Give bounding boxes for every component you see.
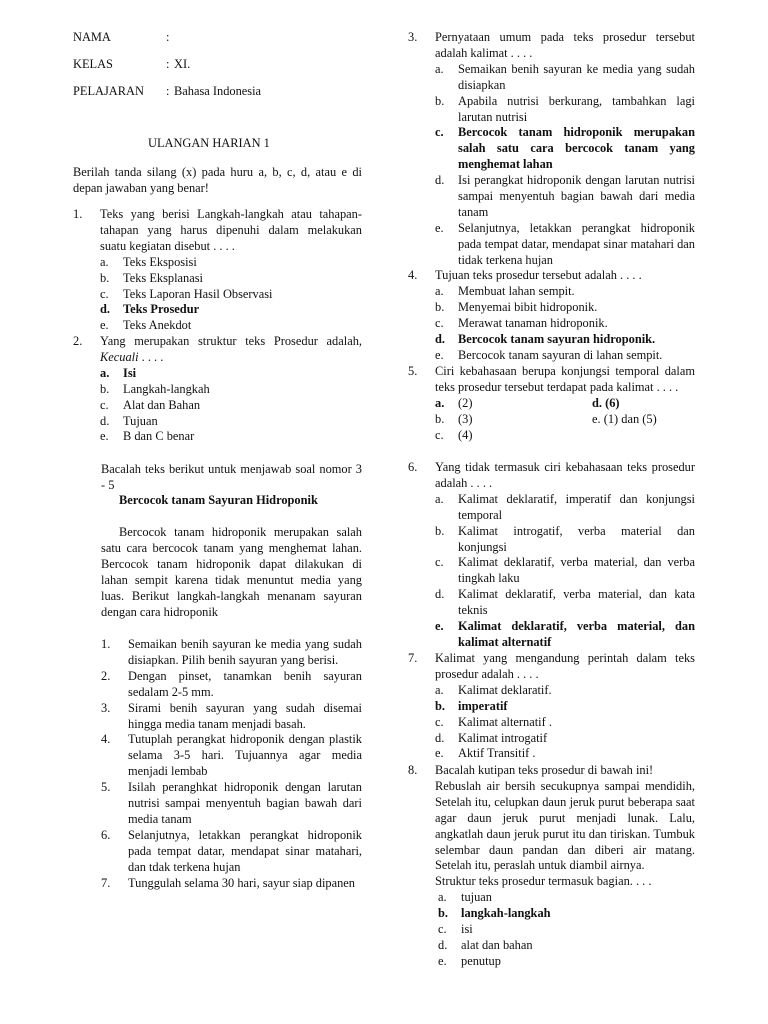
option-b[interactable]: b. Kalimat introgatif, verba material dan konjungsi xyxy=(435,523,695,554)
question-text: Kalimat yang mengandung perintah dalam teks prosedur adalah . . . . xyxy=(435,651,695,681)
question-number: 4. xyxy=(408,268,418,282)
question-text: Bacalah kutipan teks prosedur di bawah ini! xyxy=(435,763,654,777)
option-c[interactable]: c. isi xyxy=(438,922,473,937)
option-c[interactable]: c. Kalimat alternatif . xyxy=(435,714,552,729)
question-3 xyxy=(408,30,695,269)
option-e-answer[interactable]: e. Kalimat deklaratif, verba material, dan kalimat alternatif xyxy=(435,619,695,649)
option-a[interactable]: a. Membuat lahan sempit. xyxy=(435,283,575,298)
option-e[interactable]: e. Bercocok tanam sayuran di lahan sempit. xyxy=(435,347,663,362)
option-a[interactable]: a. Kalimat deklaratif, imperatif dan konjungsi temporal xyxy=(435,491,695,522)
option-d[interactable]: d. Kalimat deklaratif, verba material, dan kata teknis xyxy=(435,587,695,618)
option-b[interactable]: b. Langkah-langkah xyxy=(100,381,210,396)
question-8 xyxy=(408,763,695,970)
kelas-value: XI. xyxy=(174,57,191,71)
question-text: Pernyataan umum pada teks prosedur tersebut adalah kalimat . . . . xyxy=(435,30,695,60)
option-d[interactable]: d. Kalimat introgatif xyxy=(435,730,548,745)
pelajaran-separator: : xyxy=(166,84,170,98)
option-a[interactable]: a. xyxy=(435,395,445,410)
option-d-answer[interactable]: d. (6) xyxy=(592,395,620,410)
option-a[interactable]: a. Semaikan benih sayuran ke media yang sudah disiapkan xyxy=(435,61,695,92)
option-d[interactable]: d. alat dan bahan xyxy=(438,937,533,952)
option-c-answer[interactable]: c. Bercocok tanam hidroponik merupakan salah satu cara bercocok tanam yang menghemat lahan xyxy=(435,125,695,172)
option-c[interactable]: c. Kalimat deklaratif, verba material, dan verba tingkah laku xyxy=(435,555,695,586)
option-d-answer[interactable]: d. Teks Prosedur xyxy=(100,302,200,317)
option-a[interactable]: a. Kalimat deklaratif. xyxy=(435,682,552,697)
nama-label: NAMA xyxy=(73,30,111,44)
option-c[interactable]: c. xyxy=(435,427,444,442)
option-e[interactable]: e. Aktif Transitif . xyxy=(435,746,536,761)
option-d[interactable]: d. Tujuan xyxy=(100,413,158,428)
option-e[interactable]: e. Selanjutnya, letakkan perangkat hidroponik pada tempat datar, mendapat sinar matahari dan tidak terkena hujan xyxy=(435,220,695,267)
question-7 xyxy=(408,651,695,762)
pelajaran-label: PELAJARAN xyxy=(73,84,144,98)
question-text: Yang merupakan struktur teks Prosedur adalah, Kecuali . . . . xyxy=(100,334,362,364)
question-number: 8. xyxy=(408,763,418,777)
question-number: 1. xyxy=(73,207,83,221)
reading-intro: Bacalah teks berikut untuk menjawab soal nomor 3 - 5 xyxy=(101,462,362,492)
reading-steps xyxy=(101,637,362,892)
question-prompt: Struktur teks prosedur termasuk bagian. . . . xyxy=(435,874,652,889)
question-4 xyxy=(408,268,695,363)
reading-step: 3. Sirami benih sayuran yang sudah disemai hingga media tanam menjadi basah. xyxy=(101,700,362,731)
question-number: 5. xyxy=(408,364,418,378)
option-c[interactable]: c. Alat dan Bahan xyxy=(100,397,201,412)
option-a[interactable]: a. tujuan xyxy=(438,890,492,905)
question-number: 2. xyxy=(73,334,83,348)
option-a-answer[interactable]: a. Isi xyxy=(100,365,137,380)
reading-step: 4. Tutuplah perangkat hidroponik dengan plastik selama 3-5 hari. Tujuannya agar media menjadi lembab xyxy=(101,732,362,779)
reading-step: 5. Isilah peranghkat hidroponik dengan larutan nutrisi sampai menyentuh bagian bawah dari media tanam xyxy=(101,780,362,826)
question-1 xyxy=(73,207,362,334)
option-c[interactable]: c. Teks Laporan Hasil Observasi xyxy=(100,286,273,301)
option-d-answer[interactable]: d. Bercocok tanam sayuran hidroponik. xyxy=(435,331,656,346)
question-number: 6. xyxy=(408,460,418,474)
exam-title: ULANGAN HARIAN 1 xyxy=(148,136,270,150)
reading-step: 2. Dengan pinset, tanamkan benih sayuran sedalam 2-5 mm. xyxy=(101,668,362,699)
nama-separator: : xyxy=(166,30,170,44)
option-c[interactable]: c. Merawat tanaman hidroponik. xyxy=(435,315,608,330)
question-6 xyxy=(408,460,695,651)
question-text: Teks yang berisi Langkah-langkah atau tahapan-tahapan yang harus dipenuhi dalam melakukan suatu kegiatan disebut . . . . xyxy=(100,207,362,253)
reading-paragraph: Bercocok tanam hidroponik merupakan salah satu cara bercocok tanam yang menghemat lahan. Bercocok tanam hidroponik dapat dilakukan di lahan sempit karena tidak menuntut media yang luas. Berikut langkah-langkah menanam sayuran dengan cara hidroponik xyxy=(101,525,362,619)
question-number: 7. xyxy=(408,651,418,665)
option-e[interactable]: e. B dan C benar xyxy=(100,429,195,444)
question-passage: Rebuslah air bersih secukupnya sampai mendidih, Setelah itu, celupkan daun jeruk purut beberapa saat agar daun jeruk purut menjadi lunak. Lalu, angkatlah daun jeruk purut itu dan tiriskan. Tumbuk selembar daun pandan dan diberi air matang. Setelah itu, peraslah untuk diambil airnya. xyxy=(435,778,695,873)
option-b[interactable]: b. xyxy=(435,411,445,426)
option-d[interactable]: d. Isi perangkat hidroponik dengan larutan nutrisi sampai menyentuh bagian bawah dari media tanam xyxy=(435,173,695,219)
reading-step: 7. Tunggulah selama 30 hari, sayur siap dipanen xyxy=(101,875,356,890)
question-2 xyxy=(73,334,362,445)
option-b-answer[interactable]: b. langkah-langkah xyxy=(438,906,551,921)
kecuali-emphasis: Kecuali xyxy=(100,349,139,364)
pelajaran-value: Bahasa Indonesia xyxy=(174,84,262,98)
reading-step: 6. Selanjutnya, letakkan perangkat hidroponik pada tempat datar, mendapat sinar matahari, dan tdak terkena hujan xyxy=(101,827,362,874)
option-b-answer[interactable]: b. imperatif xyxy=(435,698,508,713)
option-e[interactable]: e. (1) dan (5) xyxy=(592,411,657,426)
option-e[interactable]: e. penutup xyxy=(438,953,501,968)
reading-step: 1. Semaikan benih sayuran ke media yang sudah disiapkan. Pilih benih sayuran yang berisi. xyxy=(101,637,362,667)
option-e[interactable]: e. Teks Anekdot xyxy=(100,318,192,333)
option-b[interactable]: b. Apabila nutrisi berkurang, tambahkan lagi larutan nutrisi xyxy=(435,93,695,124)
reading-title: Bercocok tanam Sayuran Hidroponik xyxy=(119,493,318,507)
option-a[interactable]: a. Teks Eksposisi xyxy=(100,254,197,269)
option-b[interactable]: b. Menyemai bibit hidroponik. xyxy=(435,299,598,314)
question-text: Yang tidak termasuk ciri kebahasaan teks prosedur adalah . . . . xyxy=(435,460,695,490)
question-5: 5. Ciri kebahasaan berupa konjungsi temporal dalam teks prosedur tersebut terdapat pada kalimat . . . . a. (2) d. (6) b. (3) e. (1) dan (5) c. (4) xyxy=(408,364,695,442)
kelas-label: KELAS xyxy=(73,57,113,71)
kelas-separator: : xyxy=(166,57,170,71)
option-b[interactable]: b. Teks Eksplanasi xyxy=(100,270,204,285)
question-text: Tujuan teks prosedur tersebut adalah . . . . xyxy=(435,268,642,282)
exam-instruction: Berilah tanda silang (x) pada huru a, b, c, d, atau e di depan jawaban yang benar! xyxy=(73,165,362,195)
question-number: 3. xyxy=(408,30,418,44)
question-text: Ciri kebahasaan berupa konjungsi temporal dalam teks prosedur tersebut terdapat pada kalimat . . . . xyxy=(435,364,695,394)
